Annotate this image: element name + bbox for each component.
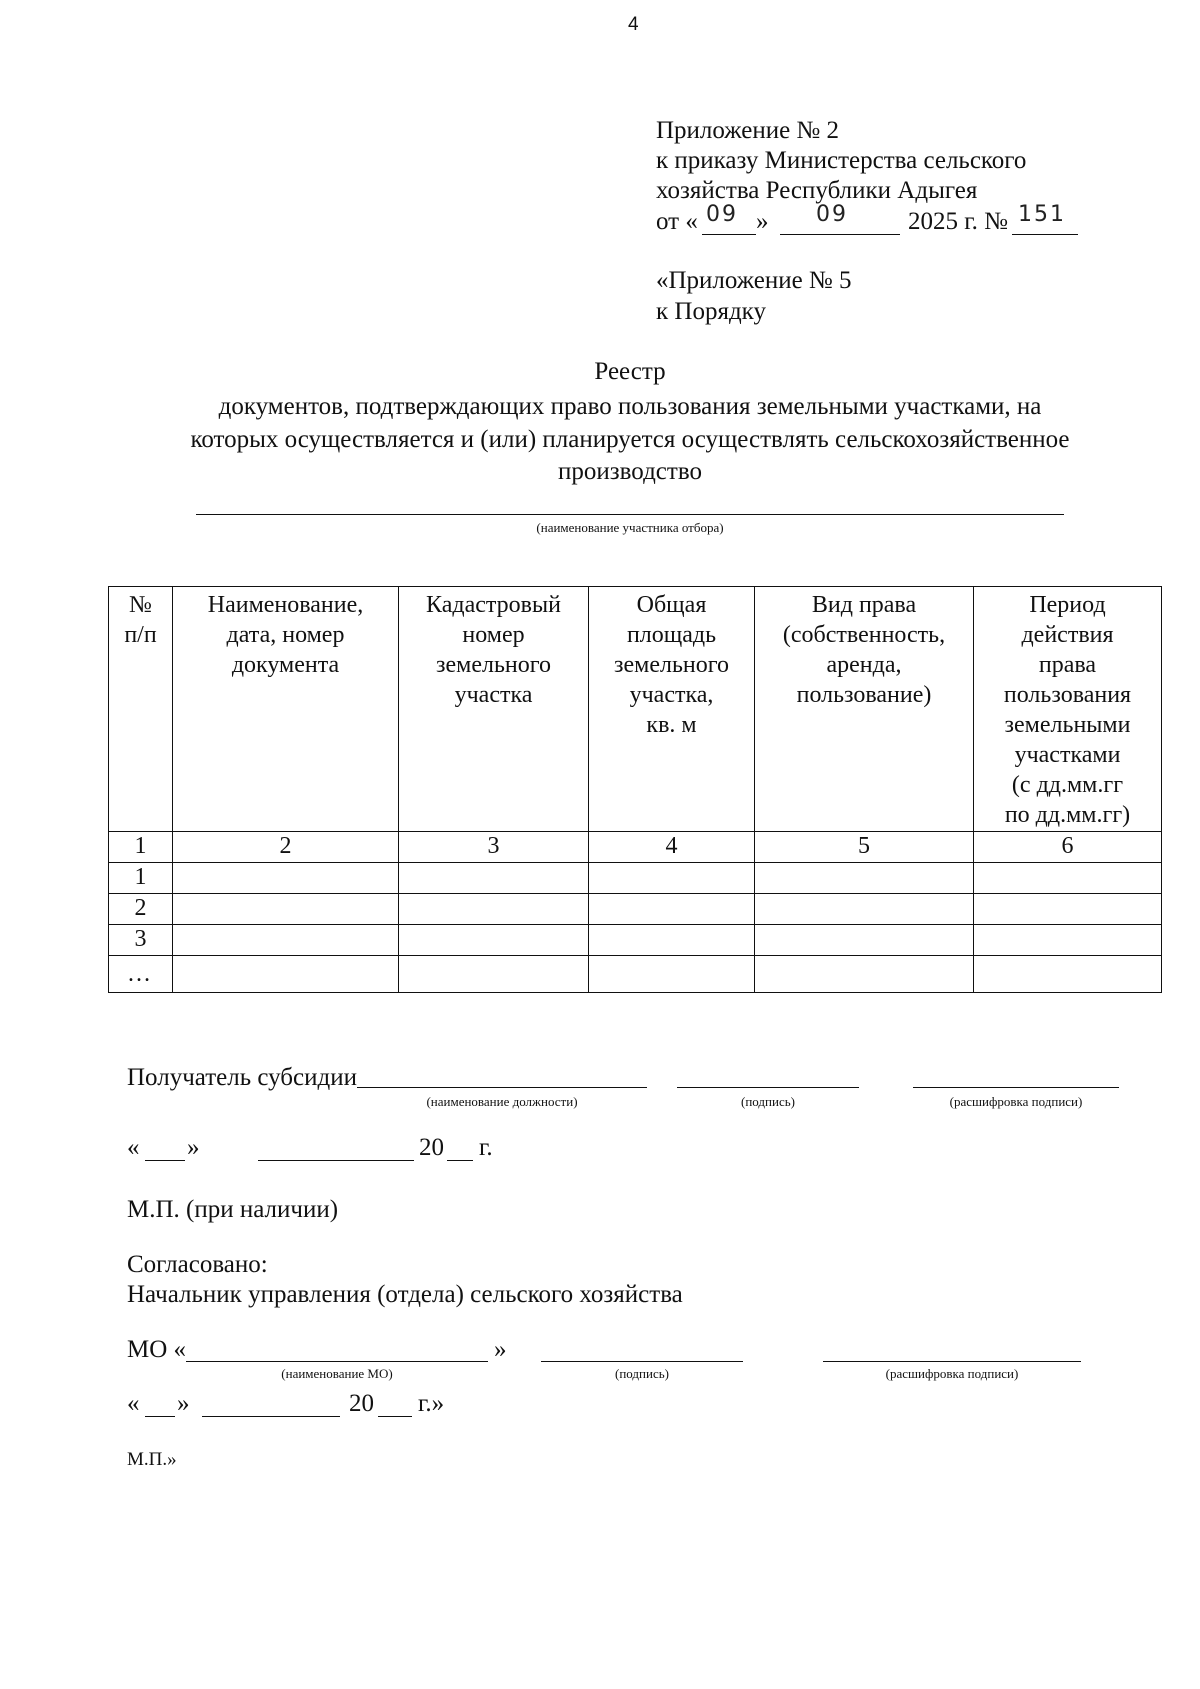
register-title-line-1: документов, подтверждающих право пользования земельными участками, на <box>218 393 1042 420</box>
signature-caption: (подпись) <box>741 1094 795 1109</box>
table-cell <box>755 863 974 894</box>
register-title-line-2: которых осуществляется и (или) планируется осуществлять сельскохозяйственное <box>190 426 1070 453</box>
date-year-number: 2025 г. № <box>908 208 1009 235</box>
appendix-title: Приложение № 2 <box>656 117 840 144</box>
month-line <box>202 1416 340 1417</box>
day-line <box>145 1160 185 1161</box>
column-number: 1 <box>109 832 173 863</box>
table-header-row <box>109 587 1162 832</box>
table-cell <box>173 925 399 956</box>
date-prefix: от « <box>656 208 698 235</box>
table-cell <box>399 894 589 925</box>
stamp-note: М.П. (при наличии) <box>127 1196 339 1223</box>
mo-name-line <box>186 1361 488 1362</box>
approval-label: Согласовано: <box>127 1251 268 1278</box>
column-number-row <box>109 832 1162 863</box>
month-line <box>258 1160 414 1161</box>
date-year-suffix: г. <box>479 1134 493 1161</box>
table-cell <box>589 894 755 925</box>
year-line <box>447 1160 473 1161</box>
table-cell <box>399 925 589 956</box>
signature-line <box>677 1087 859 1088</box>
year-line <box>378 1416 412 1417</box>
recipient-label: Получатель субсидии <box>127 1064 357 1091</box>
table-cell <box>173 863 399 894</box>
position-line <box>357 1087 647 1088</box>
participant-caption: (наименование участника отбора) <box>536 520 724 535</box>
table-cell <box>589 863 755 894</box>
date-year-suffix: г.» <box>418 1390 445 1417</box>
column-number: 2 <box>173 832 399 863</box>
table-cell <box>755 894 974 925</box>
table-cell <box>974 956 1162 993</box>
page-number: 4 <box>628 14 639 35</box>
month-underline <box>780 234 900 235</box>
row-number: 3 <box>109 925 173 956</box>
date-close-quote: » <box>187 1134 200 1161</box>
row-number: … <box>109 956 173 993</box>
table-row <box>109 925 1162 956</box>
row-number: 1 <box>109 863 173 894</box>
handwritten-number: 151 <box>1018 202 1066 227</box>
approval-decode-caption: (расшифровка подписи) <box>885 1366 1019 1381</box>
annex-title: «Приложение № 5 <box>656 267 852 294</box>
date-year-prefix: 20 <box>419 1134 444 1161</box>
column-header-number: № п/п <box>109 587 173 832</box>
column-header-document: Наименование, дата, номер документа <box>173 587 399 832</box>
decode-caption: (расшифровка подписи) <box>949 1094 1083 1109</box>
table-cell <box>173 956 399 993</box>
approval-decode-line <box>823 1361 1081 1362</box>
table-cell <box>399 956 589 993</box>
register-title-line-3: производство <box>558 458 702 485</box>
mo-prefix: МО « <box>127 1336 187 1363</box>
register-heading: Реестр <box>594 358 666 385</box>
row-number: 2 <box>109 894 173 925</box>
position-caption: (наименование должности) <box>426 1094 578 1109</box>
table-cell <box>173 894 399 925</box>
register-table <box>108 586 1162 993</box>
table-cell <box>974 894 1162 925</box>
approval-signature-caption: (подпись) <box>615 1366 669 1381</box>
mo-caption: (наименование МО) <box>281 1366 393 1381</box>
number-underline <box>1012 234 1078 235</box>
day-line <box>145 1416 175 1417</box>
table-cell <box>974 925 1162 956</box>
table-cell <box>589 956 755 993</box>
participant-name-line <box>196 514 1064 515</box>
column-header-area: Общая площадь земельного участка, кв. м <box>589 587 755 832</box>
table-cell <box>974 863 1162 894</box>
table-cell <box>399 863 589 894</box>
approval-signature-line <box>541 1361 743 1362</box>
column-number: 5 <box>755 832 974 863</box>
column-number: 3 <box>399 832 589 863</box>
stamp-note-final: М.П.» <box>127 1449 177 1470</box>
date-mid: » <box>756 208 769 235</box>
decode-line <box>913 1087 1119 1088</box>
handwritten-day: 09 <box>706 202 738 227</box>
table-row <box>109 956 1162 993</box>
date-year-prefix: 20 <box>349 1390 374 1417</box>
annex-subtitle: к Порядку <box>656 298 766 325</box>
appendix-line-ministry: хозяйства Республики Адыгея <box>656 177 978 204</box>
handwritten-month: 09 <box>816 202 848 227</box>
column-number: 4 <box>589 832 755 863</box>
date-open-quote: « <box>127 1134 140 1161</box>
date-open-quote: « <box>127 1390 140 1417</box>
table-cell <box>755 956 974 993</box>
date-close-quote: » <box>177 1390 190 1417</box>
appendix-line-order: к приказу Министерства сельского <box>656 147 1027 174</box>
table-row <box>109 863 1162 894</box>
table-cell <box>755 925 974 956</box>
column-header-right-type: Вид права (собственность, аренда, пользование) <box>755 587 974 832</box>
column-header-period: Период действия права пользования земельными участками (с дд.мм.гг по дд.мм.гг) <box>974 587 1162 832</box>
table-row <box>109 894 1162 925</box>
table-cell <box>589 925 755 956</box>
mo-close: » <box>494 1336 507 1363</box>
day-underline <box>702 234 756 235</box>
approval-position: Начальник управления (отдела) сельского хозяйства <box>127 1281 683 1308</box>
column-number: 6 <box>974 832 1162 863</box>
column-header-cadastral: Кадастровый номер земельного участка <box>399 587 589 832</box>
